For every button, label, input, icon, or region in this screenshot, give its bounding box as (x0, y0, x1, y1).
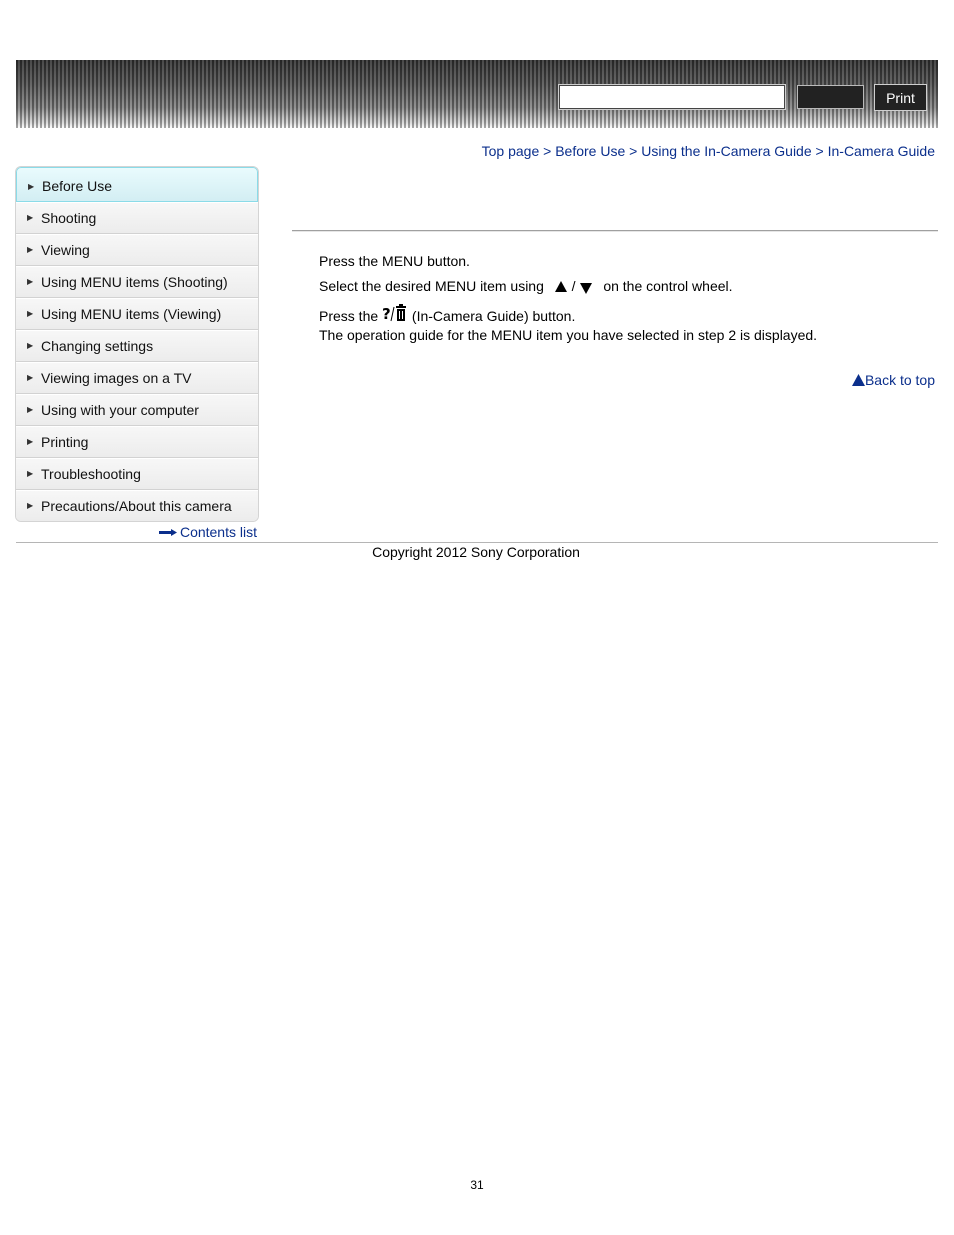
sidebar-item-label: Shooting (41, 210, 97, 226)
arrow-right-icon (159, 529, 177, 536)
sidebar-item-label: Using MENU items (Viewing) (41, 306, 222, 322)
sidebar-item-menu-viewing[interactable] (16, 298, 258, 330)
step-3 (319, 304, 575, 324)
sidebar-item-label: Viewing images on a TV (41, 370, 192, 386)
copyright-text: Copyright 2012 Sony Corporation (372, 544, 580, 560)
back-to-top-label: Back to top (864, 372, 935, 388)
sidebar-item-label: Using MENU items (Shooting) (41, 274, 228, 290)
sidebar-item-printing[interactable] (16, 426, 258, 458)
step-2 (319, 278, 733, 295)
triangle-right-icon: ▶ (27, 437, 34, 446)
step-1: Press the MENU button. (319, 253, 470, 269)
step-3-text-after: (In-Camera Guide) button. (411, 308, 576, 324)
sidebar-item-label: Precautions/About this camera (41, 498, 232, 514)
content-divider (292, 230, 938, 232)
breadcrumb-before-use[interactable]: Before Use (555, 143, 626, 159)
page-number: 31 (470, 1178, 484, 1192)
step-3-note: The operation guide for the MENU item you have selected in step 2 is displayed. (319, 327, 818, 343)
triangle-right-icon: ▶ (27, 277, 34, 286)
step-2-text-before: Select the desired MENU item using (319, 278, 544, 294)
sidebar-item-label: Printing (41, 434, 89, 450)
step-2-slash: / (571, 278, 576, 294)
footer-divider (16, 542, 938, 543)
arrow-down-icon (579, 282, 593, 295)
sidebar-item-label: Troubleshooting (41, 466, 141, 482)
sidebar-item-shooting[interactable] (16, 202, 258, 234)
sidebar-item-troubleshooting[interactable] (16, 458, 258, 490)
contents-list-label: Contents list (179, 524, 257, 540)
header-banner (16, 60, 938, 128)
search-button[interactable] (797, 85, 864, 109)
sidebar-item-menu-shooting[interactable] (16, 266, 258, 298)
svg-text:?: ? (382, 305, 391, 322)
sidebar-item-before-use[interactable] (16, 167, 258, 202)
triangle-right-icon: ▶ (28, 182, 35, 191)
breadcrumb-in-camera-guide[interactable]: In-Camera Guide (827, 143, 935, 159)
sidebar-nav (15, 166, 259, 522)
breadcrumb-separator: > (815, 143, 824, 159)
sidebar-item-label: Using with your computer (41, 402, 199, 418)
triangle-right-icon: ▶ (27, 501, 34, 510)
breadcrumb-top-page[interactable]: Top page (481, 143, 540, 159)
sidebar-item-changing-settings[interactable] (16, 330, 258, 362)
breadcrumb (482, 143, 935, 159)
step-2-text-after: on the control wheel. (603, 278, 733, 294)
triangle-right-icon: ▶ (27, 245, 34, 254)
contents-list-link[interactable] (159, 524, 257, 540)
back-to-top-link[interactable] (852, 372, 935, 388)
sidebar-item-label: Viewing (41, 242, 90, 258)
copyright (0, 544, 954, 560)
sidebar-item-computer[interactable] (16, 394, 258, 426)
triangle-right-icon: ▶ (27, 469, 34, 478)
arrow-up-icon (554, 280, 568, 293)
triangle-right-icon: ▶ (27, 341, 34, 350)
sidebar-item-precautions[interactable] (16, 490, 258, 521)
triangle-right-icon: ▶ (27, 213, 34, 222)
help-trash-icon (382, 304, 408, 322)
triangle-right-icon: ▶ (27, 405, 34, 414)
print-button[interactable]: Print (874, 84, 927, 111)
sidebar-item-label: Before Use (42, 178, 113, 194)
triangle-right-icon: ▶ (27, 373, 34, 382)
breadcrumb-separator: > (543, 143, 552, 159)
arrow-up-icon (852, 374, 865, 386)
triangle-right-icon: ▶ (27, 309, 34, 318)
sidebar-item-label: Changing settings (41, 338, 154, 354)
sidebar-item-viewing[interactable] (16, 234, 258, 266)
breadcrumb-using-in-camera-guide[interactable]: Using the In-Camera Guide (641, 143, 812, 159)
search-input[interactable] (559, 85, 785, 109)
breadcrumb-separator: > (629, 143, 638, 159)
step-3-text-before: Press the (319, 308, 379, 324)
sidebar-item-viewing-on-tv[interactable] (16, 362, 258, 394)
